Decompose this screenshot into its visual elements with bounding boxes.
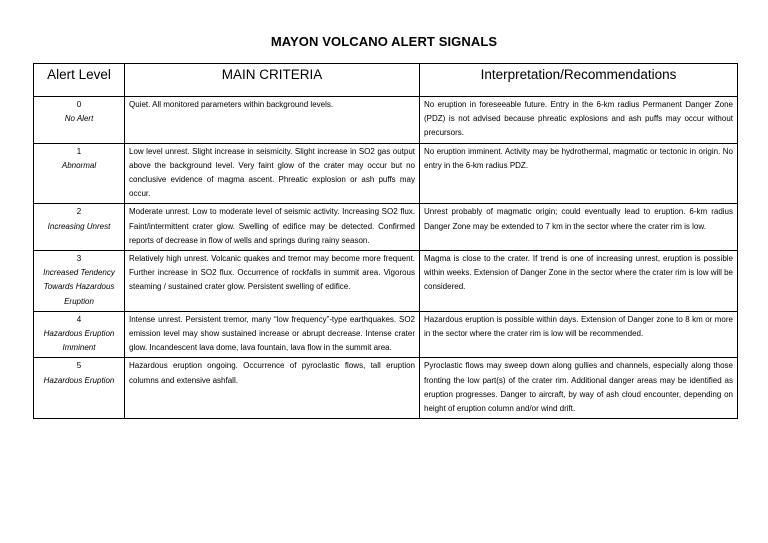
- alert-level-cell: [34, 311, 125, 358]
- table-row: [34, 358, 738, 419]
- alert-level-name: Increased Tendency Towards Hazardous Eruption: [43, 268, 115, 306]
- criteria-cell: Low level unrest. Slight increase in seismicity. Slight increase in SO2 gas output above the background level. Very faint glow of the crater may occur but no conclusive evidence of magma ascent. Phreatic explosion or ash puffs may occur.: [125, 143, 420, 204]
- criteria-cell: Relatively high unrest. Volcanic quakes and tremor may become more frequent. Further increase in SO2 flux. Occurrence of rockfalls in summit area. Vigorous steaming / sustained crater glow. Persistent swelling of edifice.: [125, 251, 420, 312]
- header-alert-level: Alert Level: [34, 64, 125, 97]
- interpretation-cell: Hazardous eruption is possible within days. Extension of Danger zone to 8 km or more in the sector where the crater rim is low will be recommended.: [420, 311, 738, 358]
- table-row: [34, 251, 738, 312]
- alert-level-number: 3: [76, 254, 82, 264]
- criteria-cell: Moderate unrest. Low to moderate level of seismic activity. Increasing SO2 flux. Faint/intermittent crater glow. Swelling of edifice may be detected. Confirmed reports of decrease in flow of wells and springs during rainy season.: [125, 204, 420, 251]
- interpretation-cell: Pyroclastic flows may sweep down along gullies and channels, especially along those fronting the low part(s) of the crater rim. Additional danger areas may be identified as eruption progresses. Danger to aircraft, by way of ash cloud encounter, depending on height of eruption column and/or wind drift.: [420, 358, 738, 419]
- alert-level-cell: [34, 143, 125, 204]
- table-row: [34, 97, 738, 144]
- alert-signals-table: [33, 63, 738, 419]
- page-title: MAYON VOLCANO ALERT SIGNALS: [270, 34, 498, 49]
- table-row: [34, 311, 738, 358]
- interpretation-cell: No eruption in foreseeable future. Entry in the 6-km radius Permanent Danger Zone (PDZ) is not advised because phreatic explosions and ash puffs may occur without precursors.: [420, 97, 738, 144]
- alert-level-name: Hazardous Eruption: [43, 375, 115, 385]
- alert-level-cell: [34, 251, 125, 312]
- table-row: [34, 204, 738, 251]
- criteria-cell: Intense unrest. Persistent tremor, many “low frequency”-type earthquakes. SO2 emission level may show sustained increase or abrupt decrease. Intense crater glow. Incandescent lava dome, lava fountain, lava flow in the summit area.: [125, 311, 420, 358]
- alert-level-number: 4: [76, 314, 82, 324]
- alert-level-name: No Alert: [64, 114, 94, 124]
- table-row: [34, 143, 738, 204]
- alert-level-cell: [34, 97, 125, 144]
- alert-level-number: 2: [76, 207, 82, 217]
- alert-level-number: 5: [76, 361, 82, 371]
- alert-level-number: 1: [76, 146, 82, 156]
- criteria-cell: Quiet. All monitored parameters within background levels.: [125, 97, 420, 144]
- alert-level-cell: [34, 204, 125, 251]
- header-main-criteria: MAIN CRITERIA: [125, 64, 420, 97]
- interpretation-cell: Unrest probably of magmatic origin; could eventually lead to eruption. 6-km radius Danger Zone may be extended to 7 km in the sector where the crater rim is low.: [420, 204, 738, 251]
- table-header-row: [34, 64, 738, 97]
- alert-level-cell: [34, 358, 125, 419]
- interpretation-cell: Magma is close to the crater. If trend is one of increasing unrest, eruption is possible within weeks. Extension of Danger Zone in the sector where the crater rim is low will be considered.: [420, 251, 738, 312]
- alert-level-name: Hazardous Eruption Imminent: [43, 329, 115, 353]
- alert-level-name: Abnormal: [61, 160, 97, 170]
- alert-level-name: Increasing Unrest: [47, 221, 111, 231]
- interpretation-cell: No eruption imminent. Activity may be hydrothermal, magmatic or tectonic in origin. No entry in the 6-km radius PDZ.: [420, 143, 738, 204]
- header-interpretation: Interpretation/Recommendations: [420, 64, 738, 97]
- criteria-cell: Hazardous eruption ongoing. Occurrence of pyroclastic flows, tall eruption columns and extensive ashfall.: [125, 358, 420, 419]
- alert-level-number: 0: [76, 100, 82, 109]
